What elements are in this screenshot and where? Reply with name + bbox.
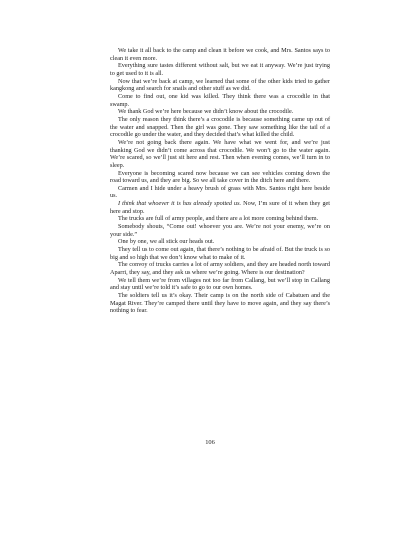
page-number: 106 xyxy=(205,439,215,446)
paragraph: Everything sure tastes different without salt, but we eat it anyway. We’re just trying to get used to it is all. xyxy=(110,62,330,77)
paragraph: Come to find out, one kid was killed. They think there was a crocodile in that swamp. xyxy=(110,92,330,108)
paragraph: Carmen and I hide under a heavy brush of grass with Mrs. Santos right here beside us. xyxy=(110,184,330,200)
paragraph-continuation: Now, I’m sure of it when they get here and stop. xyxy=(110,200,330,215)
paragraph: We take it all back to the camp and clean it before we cook, and Mrs. Santos says to clean it even more. xyxy=(110,47,330,62)
paragraph: Now that we’re back at camp, we learned that some of the other kids tried to gather kangkong and search for snails and other stuff as we did. xyxy=(110,77,330,93)
body-text xyxy=(110,47,330,315)
italic-paragraph xyxy=(110,200,330,215)
paragraph: We thank God we’re here because we didn’t know about the crocodile. xyxy=(118,108,294,116)
paragraph: The convoy of trucks carries a lot of army soldiers, and they are headed north toward Aparri, they say, and they ask us where we’re going. Where is our destination? xyxy=(110,261,330,277)
paragraph: The soldiers tell us it’s okay. Their camp is on the north side of Cabatuen and the Magat River. They’re camped there until they have to move again, and they say there’s nothing to fear. xyxy=(110,292,330,315)
paragraph: Everyone is becoming scared now because we can see vehicles coming down the road toward us, and they are big. So we all take cover in the ditch here and there. xyxy=(110,169,330,185)
italic-thought: I think that whoever it is has already spotted us. xyxy=(118,200,242,208)
paragraph: Somebody shouts, “Come out! whoever you are. We’re not your enemy, we’re on your side.” xyxy=(110,223,330,238)
paragraph: The only reason they think there’s a crocodile is because something came up out of the water and snapped. Then the girl was gone. They saw something like the tail of a crocodile go under the water, and they decided that’s what killed the child. xyxy=(110,115,330,139)
paragraph: The trucks are full of army people, and there are a lot more coming behind them. xyxy=(118,215,319,223)
paragraph: They tell us to come out again, that there’s nothing to be afraid of. But the truck is so big and so high that we don’t know what to make of it. xyxy=(110,246,330,261)
paragraph: We tell them we’re from villages not too far from Callang, but we’ll stop in Callang and stay until we’re told it’s safe to go to our own homes. xyxy=(110,276,330,292)
paragraph: One by one, we all stick our heads out. xyxy=(118,238,215,246)
paragraph: We’re not going back there again. We have what we went for, and we’re just thanking God we didn’t come across that crocodile. We won’t go to the water again. We’re scared, so we’ll just sit here and rest. Then when evening comes, we’ll turn in to sleep. xyxy=(110,138,330,169)
